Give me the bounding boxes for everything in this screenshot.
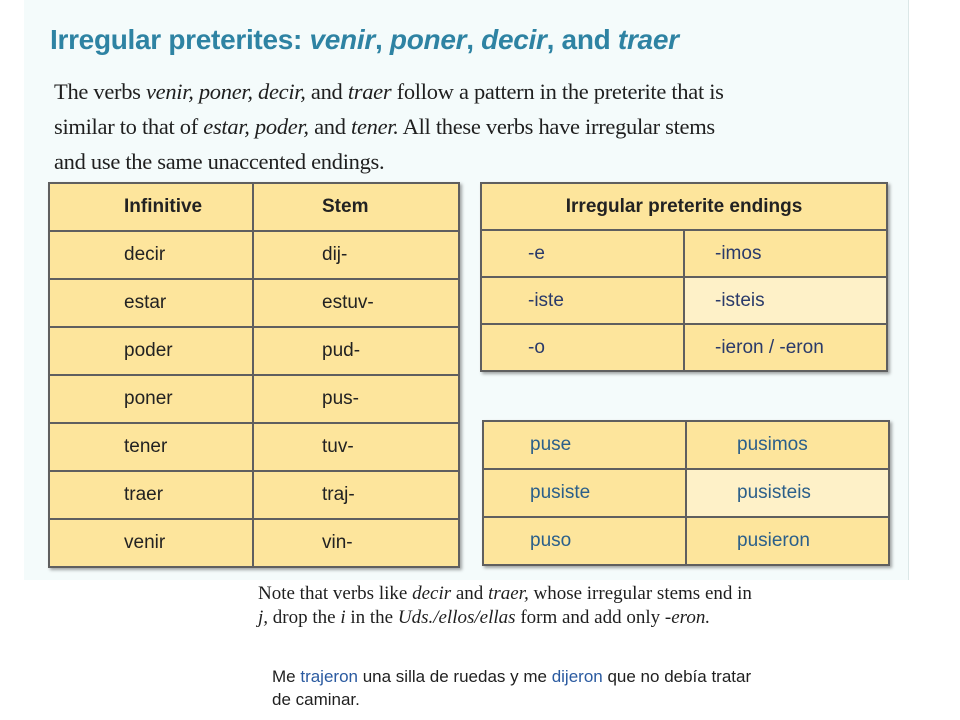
infinitive-cell: poner	[49, 375, 253, 423]
note-italic: decir	[412, 583, 452, 604]
table-row	[49, 471, 459, 519]
stem-cell: traj-	[253, 471, 459, 519]
singular-form-cell: puso	[483, 517, 686, 565]
example-text: una silla de ruedas y me	[357, 667, 552, 686]
note-text: and	[451, 583, 489, 604]
stem-cell: pus-	[253, 375, 459, 423]
infinitive-column-header: Infinitive	[49, 183, 253, 231]
irregular-endings-table	[480, 182, 888, 372]
example-highlight-dijeron: dijeron	[551, 667, 603, 686]
intro-italic: estar, poder,	[203, 114, 309, 139]
infinitive-cell: estar	[49, 279, 253, 327]
note-italic: j,	[258, 606, 269, 628]
singular-ending-cell: -e	[481, 230, 684, 277]
plural-form-cell: pusieron	[686, 517, 889, 565]
example-text: que no debía tratar de caminar.	[272, 667, 752, 709]
plural-ending-cell: -ieron / -eron	[684, 324, 887, 371]
singular-ending-cell: -o	[481, 324, 684, 371]
note-italic: i	[340, 606, 346, 628]
stem-cell: pud-	[253, 327, 459, 375]
intro-text: follow a pattern in the preterite that is similar to that of	[54, 79, 724, 139]
title-separator: , and	[546, 24, 618, 55]
note-italic: Uds./ellos/ellas	[397, 606, 516, 628]
infinitive-cell: tener	[49, 423, 253, 471]
table-row	[483, 469, 889, 517]
endings-header: Irregular preterite endings	[481, 183, 887, 230]
note-text: drop the	[268, 606, 341, 628]
plural-ending-cell: -imos	[684, 230, 887, 277]
table-row	[49, 231, 459, 279]
title-verb-decir: decir	[481, 24, 547, 55]
table-row	[483, 517, 889, 565]
infinitive-cell: poder	[49, 327, 253, 375]
infinitive-cell: venir	[49, 519, 253, 567]
plural-form-cell: pusisteis	[686, 469, 889, 517]
example-sentence	[272, 665, 772, 711]
table-header-row	[481, 183, 887, 230]
note-text: Note that verbs like	[258, 583, 413, 604]
note-italic: -eron.	[664, 606, 711, 628]
intro-italic: tener.	[351, 114, 399, 139]
stem-cell: estuv-	[253, 279, 459, 327]
intro-italic: traer	[347, 79, 392, 104]
table-row	[481, 277, 887, 324]
table-row	[483, 421, 889, 469]
page-title	[50, 24, 679, 56]
plural-ending-cell: -isteis	[684, 277, 887, 324]
table-row	[49, 279, 459, 327]
title-prefix: Irregular preterites:	[50, 24, 310, 55]
note-text: whose irregular stems end in	[528, 583, 752, 604]
singular-ending-cell: -iste	[481, 277, 684, 324]
table-row	[49, 327, 459, 375]
singular-form-cell: pusiste	[483, 469, 686, 517]
intro-text: and	[305, 79, 348, 104]
singular-form-cell: puse	[483, 421, 686, 469]
table-row	[49, 519, 459, 567]
intro-paragraph	[54, 74, 734, 179]
intro-text: All these verbs have irregular stems and use the same unaccented endings.	[54, 114, 715, 174]
title-separator: ,	[466, 24, 482, 55]
table-row	[49, 423, 459, 471]
stem-cell: dij-	[253, 231, 459, 279]
table-header-row	[49, 183, 459, 231]
plural-form-cell: pusimos	[686, 421, 889, 469]
note-text: in the	[345, 606, 398, 628]
note-paragraph	[258, 582, 758, 629]
intro-text: The verbs	[54, 79, 146, 104]
infinitive-cell: decir	[49, 231, 253, 279]
intro-text: and	[308, 114, 352, 139]
title-verb-venir: venir	[309, 24, 375, 55]
stem-cell: tuv-	[253, 423, 459, 471]
stem-column-header: Stem	[253, 183, 459, 231]
poner-conjugation-table	[482, 420, 890, 566]
title-verb-poner: poner	[389, 24, 467, 55]
infinitive-stem-table	[48, 182, 460, 568]
title-separator: ,	[374, 24, 390, 55]
table-row	[49, 375, 459, 423]
intro-italic: venir, poner, decir,	[145, 79, 306, 104]
stem-cell: vin-	[253, 519, 459, 567]
example-text: Me	[272, 667, 301, 686]
infinitive-cell: traer	[49, 471, 253, 519]
note-text: form and add only	[515, 606, 665, 628]
example-highlight-trajeron: trajeron	[300, 667, 358, 686]
table-row	[481, 230, 887, 277]
note-italic: traer,	[488, 583, 529, 604]
title-verb-traer: traer	[617, 24, 679, 55]
table-row	[481, 324, 887, 371]
